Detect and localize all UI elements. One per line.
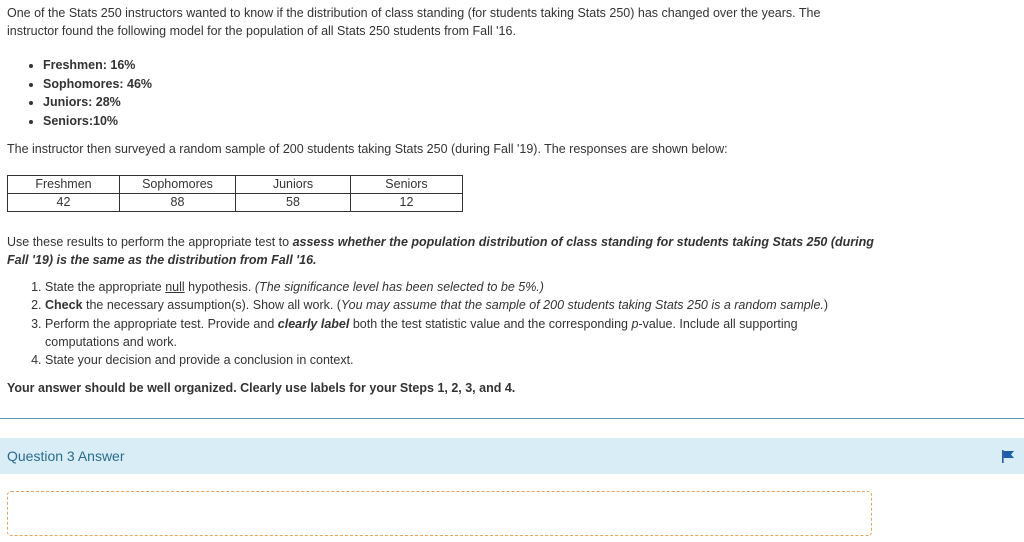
intro-text: One of the Stats 250 instructors wanted to know if the distribution of class standing (for students taking Stats 250) has changed over the years. The instructor found the following model for the population of all Stats 250 students from Fall '16.	[7, 6, 821, 38]
model-list	[27, 56, 152, 130]
model-item-freshmen: • Freshmen: 16%	[43, 56, 152, 75]
section-divider	[0, 418, 1024, 419]
step-3-text-cont: both the test statistic value and the corresponding	[349, 316, 632, 331]
step-2-close: )	[823, 298, 829, 313]
table-header-cell: Sophomores	[120, 176, 236, 194]
step-1-null: null	[165, 280, 185, 294]
model-item-sophomores: • Sophomores: 46%	[43, 75, 152, 94]
table-header-cell: Seniors	[351, 176, 463, 194]
step-1-text-cont: hypothesis.	[184, 280, 255, 294]
step-2-text: the necessary assumption(s). Show all work. (	[82, 298, 341, 313]
table-cell: 42	[8, 194, 120, 212]
table-header-cell: Freshmen	[8, 176, 120, 194]
responses-table	[7, 175, 463, 212]
step-3	[45, 315, 875, 352]
final-note: Your answer should be well organized. Clearly use labels for your Steps 1, 2, 3, and 4.	[7, 381, 516, 395]
step-2-note: You may assume that the sample of 200 students taking Stats 250 is a random sample.	[340, 298, 824, 313]
model-item-seniors: • Seniors:10%	[43, 112, 152, 131]
table-row	[8, 194, 463, 212]
table-cell: 12	[351, 194, 463, 212]
table-header-cell: Juniors	[236, 176, 351, 194]
table-cell: 88	[120, 194, 236, 212]
instructions-lead: Use these results to perform the appropriate test to	[7, 235, 293, 249]
table-header-row	[8, 176, 463, 194]
steps-list	[29, 278, 875, 369]
table-cell: 58	[236, 194, 351, 212]
step-3-p: p	[631, 316, 639, 331]
answer-header	[0, 438, 1024, 474]
step-1-text: State the appropriate	[45, 280, 166, 294]
step-1	[45, 278, 875, 296]
step-1-note: (The significance level has been selected to be 5%.)	[254, 280, 544, 294]
step-4: 4. State your decision and provide a conclusion in context.	[45, 351, 875, 369]
flag-icon[interactable]	[1001, 450, 1015, 463]
answer-title: Question 3 Answer	[7, 448, 125, 464]
step-3-label: clearly label	[277, 316, 350, 331]
instructions-emphasis: assess whether the population distribution of class standing for students taking Stats 250 (during Fall '19) is the same as the distribution from Fall '16.	[7, 235, 874, 267]
survey-text: The instructor then surveyed a random sample of 200 students taking Stats 250 (during Fall '19). The responses are shown below:	[7, 142, 728, 156]
answer-input[interactable]	[7, 491, 872, 536]
step-2	[45, 296, 875, 314]
instructions-text	[7, 233, 877, 269]
step-3-text-end: -value. Include all supporting computations and work.	[45, 316, 798, 349]
model-item-juniors: • Juniors: 28%	[43, 93, 152, 112]
step-3-text: Perform the appropriate test. Provide and	[45, 316, 278, 331]
step-2-check: Check	[45, 298, 83, 313]
